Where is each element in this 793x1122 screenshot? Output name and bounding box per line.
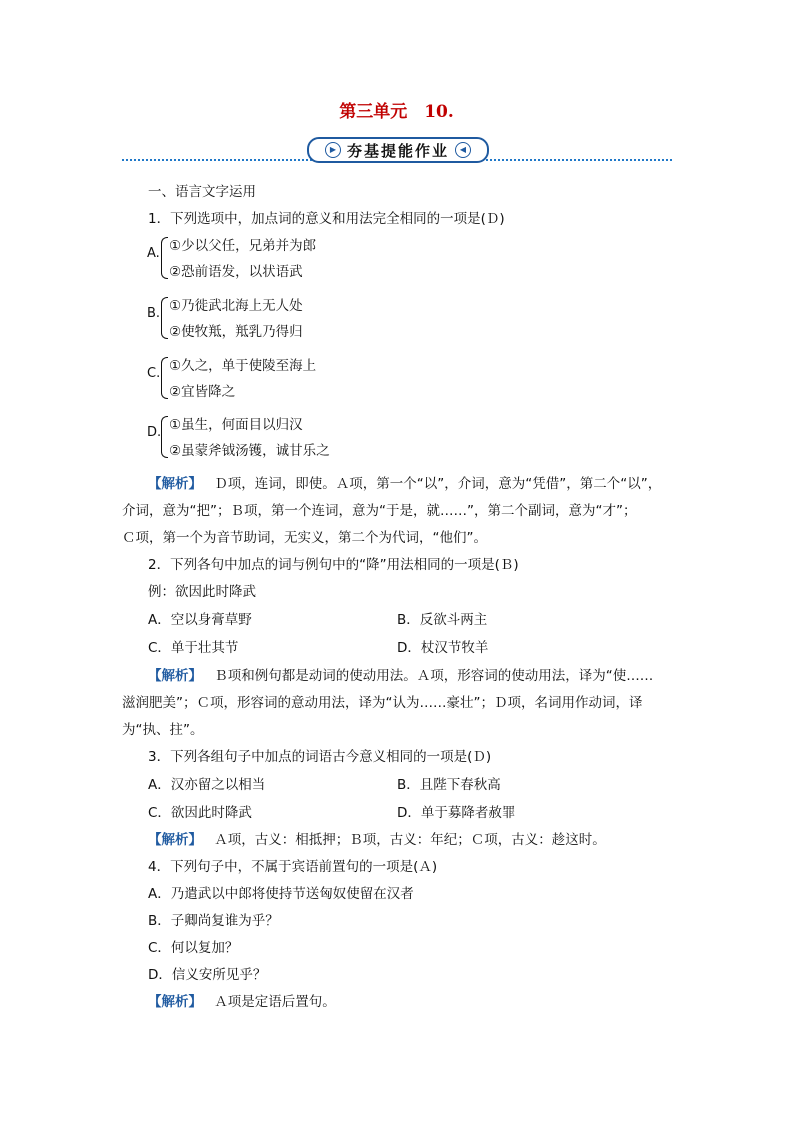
banner-label: 夯基提能作业 xyxy=(346,141,449,160)
analysis-text: Ａ项，古义：相抵押；Ｂ项，古义：年纪；Ｃ项，古义：趁这时。 xyxy=(214,832,606,848)
q2-option-c: C．单于壮其节 xyxy=(148,640,239,656)
q2-stem: 2．下列各句中加点的词与例句中的“降”用法相同的一项是(Ｂ) xyxy=(148,557,519,573)
q2-option-b: B．反欲斗两主 xyxy=(397,612,488,628)
option-letter: C. xyxy=(147,366,161,381)
page-title: 第三单元 10. xyxy=(339,102,454,122)
section-heading: 一、语言文字运用 xyxy=(148,184,256,200)
q3-option-d: D．单于募降者赦罪 xyxy=(397,805,516,821)
q2-option-d: D．杖汉节牧羊 xyxy=(397,640,489,656)
q1-analysis-line-3: Ｃ项，第一个为音节助词，无实义，第二个为代词，“他们”。 xyxy=(122,530,487,546)
banner-pill xyxy=(307,137,489,163)
q3-option-b: B．且陛下春秋高 xyxy=(397,777,501,793)
analysis-text: Ａ项是定语后置句。 xyxy=(214,994,336,1010)
analysis-text: Ｂ项和例句都是动词的使动用法。Ａ项，形容词的使动用法，译为“使…… xyxy=(214,668,654,684)
option-line-2: ②恐前语发，以状语武 xyxy=(169,264,303,280)
analysis-tag: 【解析】 xyxy=(148,476,202,492)
q1-analysis-line-1 xyxy=(148,472,661,492)
section-banner xyxy=(122,134,672,166)
option-letter: B. xyxy=(147,306,161,321)
option-line-1: ①乃徙武北海上无人处 xyxy=(169,298,303,314)
analysis-text: Ｄ项，连词，即使。Ａ项，第一个“以”，介词，意为“凭借”，第二个“以”， xyxy=(214,476,662,492)
option-line-1: ①少以父任，兄弟并为郎 xyxy=(169,238,317,254)
q2-analysis-line-1 xyxy=(148,664,653,684)
analysis-tag: 【解析】 xyxy=(148,832,202,848)
analysis-tag: 【解析】 xyxy=(148,994,202,1010)
q3-stem: 3．下列各组句子中加点的词语古今意义相同的一项是(Ｄ) xyxy=(148,749,492,765)
option-line-2: ②宜皆降之 xyxy=(169,384,236,400)
q3-option-a: A．汉亦留之以相当 xyxy=(148,777,266,793)
q4-stem: 4．下列句子中，不属于宾语前置句的一项是(Ａ) xyxy=(148,859,438,875)
option-letter: D. xyxy=(147,425,162,440)
q2-option-a: A．空以身膏草野 xyxy=(148,612,252,628)
q1-analysis-line-2: 介词，意为“把”；Ｂ项，第一个连词，意为“于是，就……”，第二个副词，意为“才”； xyxy=(122,503,637,519)
q4-analysis xyxy=(148,990,336,1010)
brace-icon xyxy=(161,237,168,279)
brace-icon xyxy=(161,416,168,458)
brace-icon xyxy=(161,297,168,339)
option-line-2: ②虽蒙斧钺汤镬，诚甘乐之 xyxy=(169,443,330,459)
q4-option-a: A．乃遣武以中郎将使持节送匈奴使留在汉者 xyxy=(148,886,414,902)
play-right-icon: ▶ xyxy=(325,142,341,158)
q2-analysis-line-3: 为“执、拄”。 xyxy=(122,722,204,738)
option-line-2: ②使牧羝，羝乳乃得归 xyxy=(169,324,303,340)
play-left-icon: ◀ xyxy=(455,142,471,158)
q2-example: 例：欲因此时降武 xyxy=(148,584,256,600)
q4-option-b: B．子卿尚复谁为乎？ xyxy=(148,913,279,929)
q4-option-c: C．何以复加？ xyxy=(148,940,239,956)
analysis-tag: 【解析】 xyxy=(148,668,202,684)
q4-option-d: D．信义安所见乎？ xyxy=(148,967,267,983)
q3-analysis xyxy=(148,828,606,848)
option-letter: A. xyxy=(147,246,160,261)
option-line-1: ①虽生，何面目以归汉 xyxy=(169,417,303,433)
option-line-1: ①久之，单于使陵至海上 xyxy=(169,358,317,374)
q2-analysis-line-2: 滋润肥美”；Ｃ项，形容词的意动用法，译为“认为……豪壮”；Ｄ项，名词用作动词，译 xyxy=(122,695,643,711)
q1-stem: 1．下列选项中，加点词的意义和用法完全相同的一项是(Ｄ) xyxy=(148,211,505,227)
brace-icon xyxy=(161,357,168,399)
q3-option-c: C．欲因此时降武 xyxy=(148,805,252,821)
